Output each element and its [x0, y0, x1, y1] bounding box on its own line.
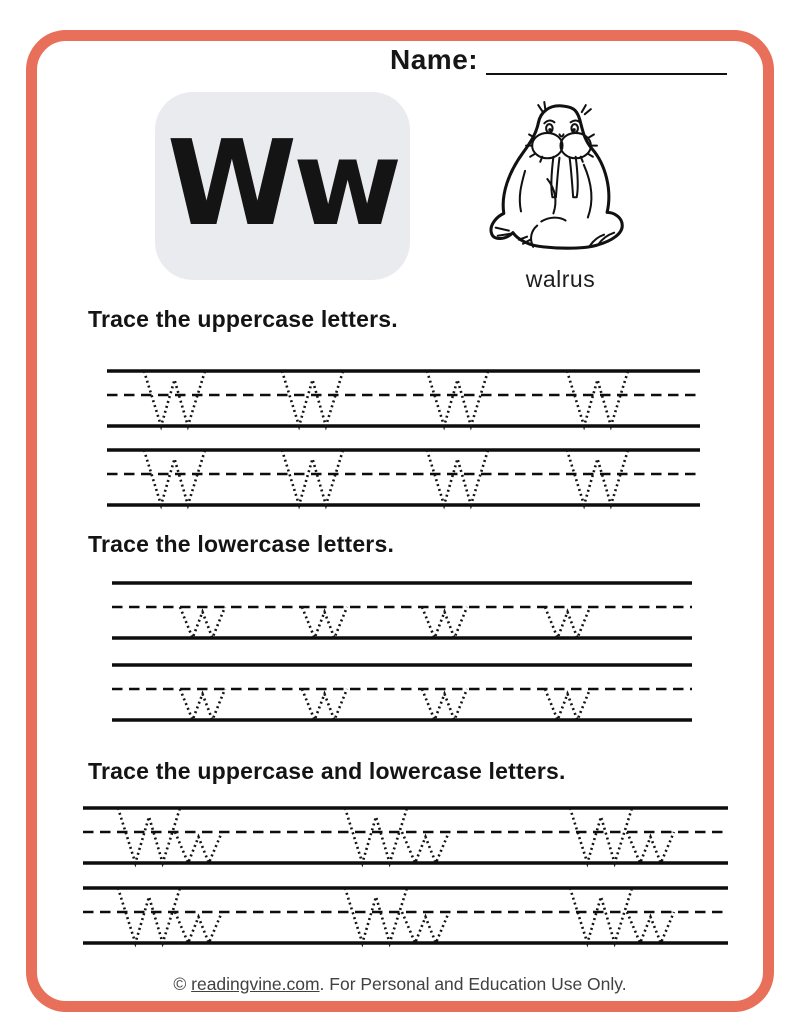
trace-letter-lowercase-w: [422, 689, 467, 720]
footer-credit: [0, 974, 800, 995]
trace-row-mixed-2: [83, 885, 728, 947]
trace-letter-uppercase-w: [144, 371, 205, 426]
trace-letter-uppercase-w: [282, 371, 343, 426]
animal-label: walrus: [525, 266, 596, 292]
trace-letter-lowercase-w: [180, 607, 225, 638]
footer-suffix: . For Personal and Education Use Only.: [319, 974, 627, 994]
trace-row-uppercase-1: [107, 368, 700, 430]
trace-row-lowercase-1: [112, 580, 692, 642]
trace-letter-lowercase-w: [175, 832, 222, 863]
trace-letter-lowercase-w: [302, 607, 347, 638]
letter-card: [155, 92, 410, 280]
footer-prefix: ©: [173, 974, 192, 994]
readingvine-link[interactable]: readingvine.com: [191, 974, 320, 994]
trace-letter-uppercase-w: [567, 450, 628, 505]
trace-letter-uppercase-w: [118, 888, 180, 943]
trace-letter-uppercase-w: [567, 371, 628, 426]
name-label: Name:: [390, 44, 479, 75]
trace-letter-uppercase-w: [570, 808, 632, 863]
lowercase-section-heading: Trace the lowercase letters.: [88, 531, 395, 557]
trace-row-mixed-1: [83, 805, 728, 867]
trace-letter-uppercase-w: [427, 450, 488, 505]
trace-letter-lowercase-w: [402, 912, 449, 943]
trace-letter-uppercase-w: [118, 808, 180, 863]
walrus-illustration: [483, 98, 638, 260]
trace-letter-uppercase-w: [427, 371, 488, 426]
trace-letter-lowercase-w: [545, 607, 590, 638]
trace-letter-lowercase-w: [302, 689, 347, 720]
name-blank-line: [486, 47, 727, 75]
trace-letter-lowercase-w: [402, 832, 449, 863]
mixed-section-heading: Trace the uppercase and lowercase letters.: [88, 758, 566, 784]
trace-letter-lowercase-w: [627, 832, 674, 863]
uppercase-section-heading: Trace the uppercase letters.: [88, 306, 398, 332]
trace-letter-uppercase-w: [345, 888, 407, 943]
trace-row-lowercase-2: [112, 662, 692, 724]
trace-row-uppercase-2: [107, 447, 700, 509]
trace-letter-lowercase-w: [180, 689, 225, 720]
trace-letter-lowercase-w: [545, 689, 590, 720]
trace-letter-uppercase-w: [345, 808, 407, 863]
trace-letter-lowercase-w: [175, 912, 222, 943]
trace-letter-lowercase-w: [627, 912, 674, 943]
trace-letter-uppercase-w: [570, 888, 632, 943]
trace-letter-uppercase-w: [282, 450, 343, 505]
trace-letter-lowercase-w: [422, 607, 467, 638]
letter-card-text: Ww: [166, 114, 399, 252]
trace-letter-uppercase-w: [144, 450, 205, 505]
